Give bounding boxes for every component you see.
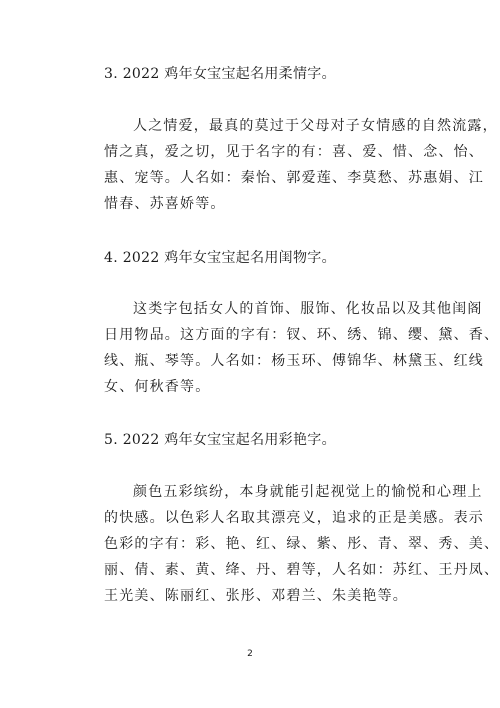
paragraph-line: 王光美、陈丽红、张彤、邓碧兰、朱美艳等。 xyxy=(104,588,408,604)
section-5-paragraph xyxy=(104,479,500,609)
section-4-paragraph xyxy=(104,296,500,400)
section-3-heading: 3. 2022 鸡年女宝宝起名用柔情字。 xyxy=(104,66,336,82)
paragraph-line: 女、何秋香等。 xyxy=(104,379,211,395)
paragraph-line: 这类字包括女人的首饰、服饰、化妆品以及其他闺阁 xyxy=(133,301,483,317)
page-number: 2 xyxy=(247,649,253,659)
paragraph-line: 情之真，爱之切，见于名字的有：喜、爱、惜、念、怡、 xyxy=(104,144,484,160)
paragraph-line: 惠、宠等。人名如：秦怡、郭爱莲、李莫愁、苏惠娟、江 xyxy=(104,170,484,186)
paragraph-line: 线、瓶、琴等。人名如：杨玉环、傅锦华、林黛玉、红线 xyxy=(104,353,484,369)
section-3-paragraph xyxy=(104,113,498,217)
paragraph-line: 人之情爱，最真的莫过于父母对子女情感的自然流露， xyxy=(133,118,498,134)
paragraph-line: 惜春、苏喜娇等。 xyxy=(104,196,226,212)
paragraph-line: 色彩的字有：彩、艳、红、绿、紫、彤、青、翠、秀、美、 xyxy=(104,536,500,552)
paragraph-line: 日用物品。这方面的字有：钗、环、绣、锦、缨、黛、香、 xyxy=(104,327,500,343)
paragraph-line: 颜色五彩缤纷，本身就能引起视觉上的愉悦和心理上 xyxy=(133,484,483,500)
paragraph-line: 丽、倩、素、黄、绛、丹、碧等，人名如：苏红、王丹凤、 xyxy=(104,562,500,578)
section-5-heading: 5. 2022 鸡年女宝宝起名用彩艳字。 xyxy=(104,432,336,448)
paragraph-line: 的快感。以色彩人名取其漂亮义，追求的正是美感。表示 xyxy=(104,510,484,526)
section-4-heading: 4. 2022 鸡年女宝宝起名用闺物字。 xyxy=(104,250,336,266)
